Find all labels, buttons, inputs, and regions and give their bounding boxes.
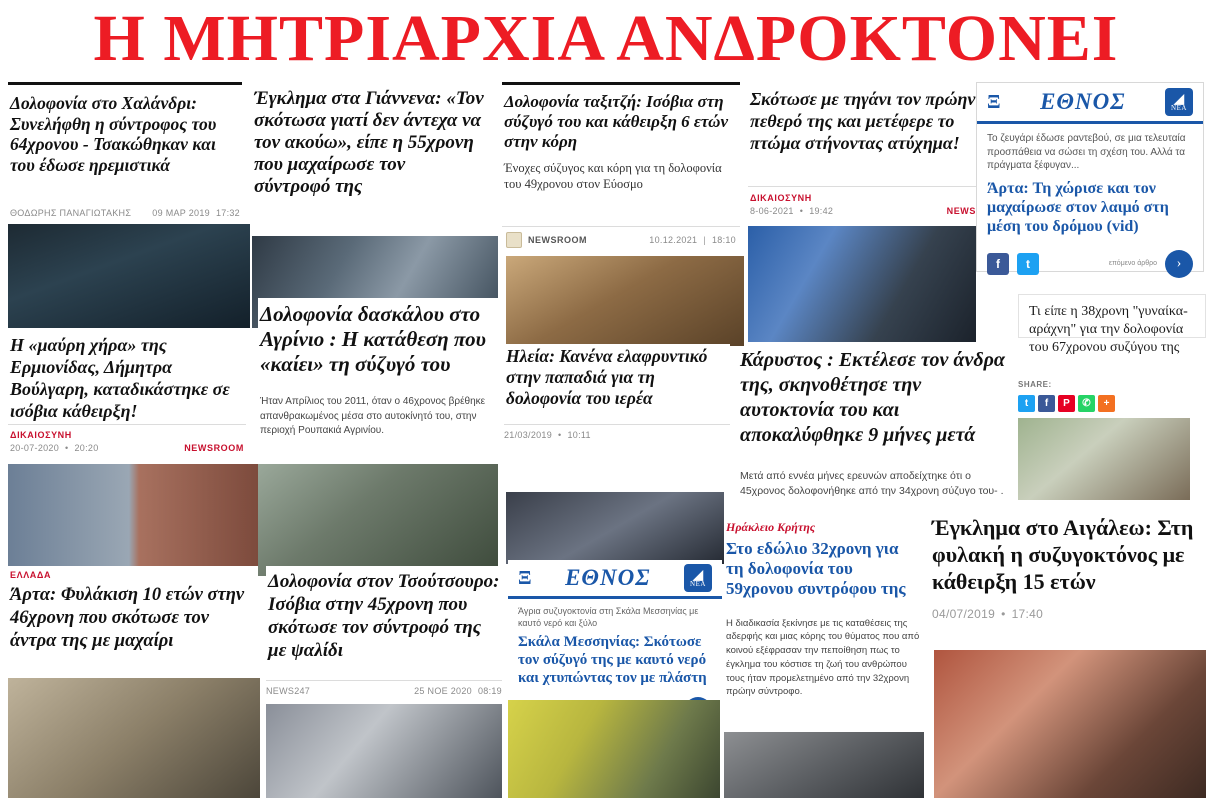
article-headline: Δολοφονία στον Τσούτσουρο: Ισόβια στην 45χρονη που σκότωσε τον σύντροφό της με ψαλίδι — [268, 571, 500, 661]
article-card-agrinio[interactable] — [258, 298, 502, 458]
article-photo-taxi — [506, 256, 744, 346]
ethnos-widget-top[interactable] — [976, 82, 1204, 272]
publish-time: 18:10 — [711, 234, 736, 245]
article-photo-aigaleo — [934, 650, 1206, 798]
article-headline: Δολοφονία ταξιτζή: Ισόβια στη σύζυγό του και κάθειρξη 6 ετών στην κόρη — [504, 92, 729, 151]
ethnos-x-icon: Ξ — [987, 90, 1001, 113]
rail-teaser-text: Τι είπε η 38χρονη "γυναίκα-αράχνη" για την δολοφονία του 67χρονου συζύγου της — [1029, 304, 1188, 356]
article-card-tsoutsouro[interactable] — [266, 566, 502, 676]
article-card-giannena[interactable] — [252, 82, 488, 232]
nea-label: ΝΕΑ — [1171, 104, 1187, 112]
publish-date: 20-07-2020 — [10, 443, 60, 453]
whatsapp-icon[interactable]: ✆ — [1078, 395, 1095, 412]
article-photo-ethnos-bottom — [508, 700, 720, 798]
category-label: ΔΙΚΑΙΟΣΥΝΗ — [10, 430, 72, 440]
source-name: NEWS — [946, 206, 976, 216]
category-label: ΕΛΛΑΔΑ — [10, 570, 52, 580]
source-name: NEWS247 — [266, 686, 311, 696]
source-name: NEWSROOM — [184, 443, 244, 453]
publish-date: 04/07/2019 — [932, 607, 996, 621]
article-subtitle: Ένοχες σύζυγος και κόρη για τη δολοφονία του 49χρονου στον Εύοσμο — [504, 161, 722, 191]
nea-mark: ◢ — [693, 567, 703, 582]
source-name: NEWSROOM — [528, 234, 587, 245]
article-body: Η διαδικασία ξεκίνησε με τις καταθέσεις της αδερφής και μιας κόρης του θύματος που από κοινού εξέφρασαν την πεποίθηση πως το έγκλημα του κόστισε τη ζωή του ανθρώπου τους ήταν προμελετημένο από την 32χρονη πρώην σύντροφο. — [726, 617, 920, 698]
publish-time: 20:20 — [74, 443, 99, 453]
ethnos-logo: ΕΘΝΟΣ — [1040, 89, 1126, 114]
article-meta-tigani: ΔΙΚΑΙΟΣΥΝΗ 8-06-2021 • 19:42 NEWS — [748, 186, 978, 224]
article-headline: Δολοφονία στο Χαλάνδρι: Συνελήφθη η σύντροφος του 64χρονου - Τσακώθηκαν και του έδωσε ηρεμιστικά — [10, 93, 217, 175]
article-photo-ileia — [506, 492, 724, 564]
article-meta-ileia: 21/03/2019 • 10:11 — [504, 424, 730, 446]
publish-date: 25 ΝΟΕ 2020 — [414, 686, 472, 696]
nea-label: ΝΕΑ — [690, 580, 706, 588]
nea-badge-icon — [684, 564, 712, 592]
article-photo-tigani — [748, 226, 976, 342]
twitter-icon[interactable]: t — [1018, 395, 1035, 412]
ethnos-x-icon: Ξ — [518, 566, 532, 589]
article-photo-mavri-hira — [8, 464, 260, 566]
article-card-aigaleo[interactable]: Έγκλημα στο Αιγάλεω: Στη φυλακή η συζυγοκτόνος με κάθειρξη 15 ετών 04/07/2019 • 17:40 — [930, 510, 1206, 650]
rail-photo — [1018, 418, 1190, 500]
ethnos-header — [977, 83, 1203, 124]
article-meta-tsoutsouro — [266, 680, 502, 700]
article-headline: Έγκλημα στο Αιγάλεω: Στη φυλακή η συζυγοκτόνος με κάθειρξη 15 ετών — [932, 515, 1194, 594]
share-label: SHARE: — [1018, 380, 1052, 389]
ethnos-logo: ΕΘΝΟΣ — [565, 565, 651, 590]
article-card-chalandri[interactable] — [8, 82, 242, 222]
article-card-karystos[interactable] — [738, 346, 1008, 516]
article-card-arta-prison[interactable] — [8, 568, 258, 664]
ethnos-teaser: Άγρια συζυγοκτονία στη Σκάλα Μεσσηνίας με καυτό νερό και ξύλο — [518, 606, 699, 629]
next-article-label: επόμενο άρθρο — [1108, 260, 1157, 268]
article-photo-chalandri — [8, 224, 250, 328]
article-headline: Στο εδώλιο 32χρονη για τη δολοφονία του 59χρονου συντρόφου της — [726, 539, 906, 598]
publish-time: 19:42 — [809, 206, 834, 216]
rail-teaser-card[interactable] — [1018, 294, 1206, 356]
article-body: Μετά από εννέα μήνες ερευνών αποδείχτηκε ότι ο 45χρονος δολοφονήθηκε από την 34χρονη σύζυγο του- . — [740, 469, 1004, 497]
ethnos-footer — [977, 242, 1203, 288]
main-headline-banner — [0, 0, 1212, 78]
ethnos-teaser: Το ζευγάρι έδωσε ραντεβού, σε μια τελευταία προσπάθεια να σώσει τη σχέση του. Αλλά τα πράγματα ξέφυγαν... — [987, 133, 1186, 171]
publish-time: 08:19 — [477, 686, 502, 696]
publish-date: 8-06-2021 — [750, 206, 794, 216]
publish-time: 17:32 — [215, 208, 240, 218]
publish-time: 10:11 — [567, 430, 591, 440]
category-label: ΔΙΚΑΙΟΣΥΝΗ — [750, 193, 812, 203]
ethnos-article-title[interactable]: Άρτα: Τη χώρισε και τον μαχαίρωσε στον λαιμό στη μέση του δρόμου (vid) — [987, 179, 1169, 235]
page-title: Η ΜΗΤΡΙΑΡΧΙΑ ΑΝΔΡΟΚΤΟΝΕΙ — [93, 2, 1119, 75]
pinterest-icon[interactable]: P — [1058, 395, 1075, 412]
facebook-icon[interactable]: f — [987, 253, 1009, 275]
publish-date: 21/03/2019 — [504, 430, 553, 440]
article-photo-tsoutsouro — [266, 704, 502, 798]
rail-share-card — [1018, 380, 1206, 520]
nea-badge-icon — [1165, 88, 1193, 116]
nea-mark: ◢ — [1174, 91, 1184, 106]
publish-time: 17:40 — [1011, 607, 1044, 621]
ethnos-article-title[interactable]: Σκάλα Μεσσηνίας: Σκότωσε τον σύζυγό της με καυτό νερό και χτυπώντας τον με πλάστη — [518, 634, 707, 687]
next-article-button[interactable]: › — [1165, 250, 1193, 278]
more-share-icon[interactable]: + — [1098, 395, 1115, 412]
ethnos-body — [977, 124, 1203, 242]
article-headline: Κάρυστος : Εκτέλεσε τον άνδρα της, σκηνοθέτησε την αυτοκτονία του και αποκαλύφθηκε 9 μήνες μετά — [740, 349, 1005, 446]
article-headline: Σκότωσε με τηγάνι τον πρώην πεθερό της και μετέφερε το πτώμα στήνοντας ατύχημα! — [750, 89, 976, 153]
publish-date: 09 ΜΑΡ 2019 — [152, 208, 210, 218]
article-body: Ήταν Απρίλιος του 2011, όταν ο 46χρονος βρέθηκε απανθρακωμένος μέσα στο αυτοκίνητό του, στην περιοχή Ρουπακιά Αγρινίου. — [260, 396, 486, 436]
share-row — [1018, 380, 1206, 395]
twitter-icon[interactable]: t — [1017, 253, 1039, 275]
newsroom-icon — [506, 232, 522, 248]
publish-date: 10.12.2021 — [649, 234, 698, 245]
article-headline: Άρτα: Φυλάκιση 10 ετών στην 46χρονη που σκότωσε τον άντρα της με μαχαίρι — [10, 585, 245, 651]
article-meta — [10, 208, 240, 218]
article-byline-taxi: NEWSROOM 10.12.2021 | 18:10 — [502, 226, 740, 252]
share-buttons — [1018, 395, 1206, 418]
article-card-taxi[interactable] — [502, 82, 740, 232]
article-photo-agrinio — [258, 464, 498, 576]
article-meta-mavri-hira: ΔΙΚΑΙΟΣΥΝΗ 20-07-2020 • 20:20 NEWSROOM — [8, 424, 246, 462]
author-name: ΘΟΔΩΡΗΣ ΠΑΝΑΓΙΩΤΑΚΗΣ — [10, 208, 132, 218]
facebook-icon[interactable]: f — [1038, 395, 1055, 412]
ethnos-header — [508, 560, 722, 599]
article-photo-irakleio — [724, 732, 924, 798]
category-label: Ηράκλειο Κρήτης — [726, 520, 816, 534]
article-headline: Έγκλημα στα Γιάννενα: «Τον σκότωσα γιατί δεν άντεχα να τον ακούω», είπε η 55χρονη που μαχαίρωσε τον σύντροφό της — [254, 88, 484, 197]
article-photo-arta-prison — [8, 678, 260, 798]
article-card-ileia[interactable] — [504, 344, 730, 424]
article-headline: Δολοφονία δασκάλου στο Αγρίνιο : Η κατάθεση που «καίει» τη σύζυγό του — [260, 302, 486, 376]
article-card-irakleio[interactable] — [724, 518, 922, 728]
article-headline: Ηλεία: Κανένα ελαφρυντικό στην παπαδιά για τη δολοφονία του ιερέα — [506, 346, 708, 408]
article-headline: Η «μαύρη χήρα» της Ερμιονίδας, Δήμητρα Βούλγαρη, καταδικάστηκε σε ισόβια κάθειρξη! — [10, 335, 230, 421]
